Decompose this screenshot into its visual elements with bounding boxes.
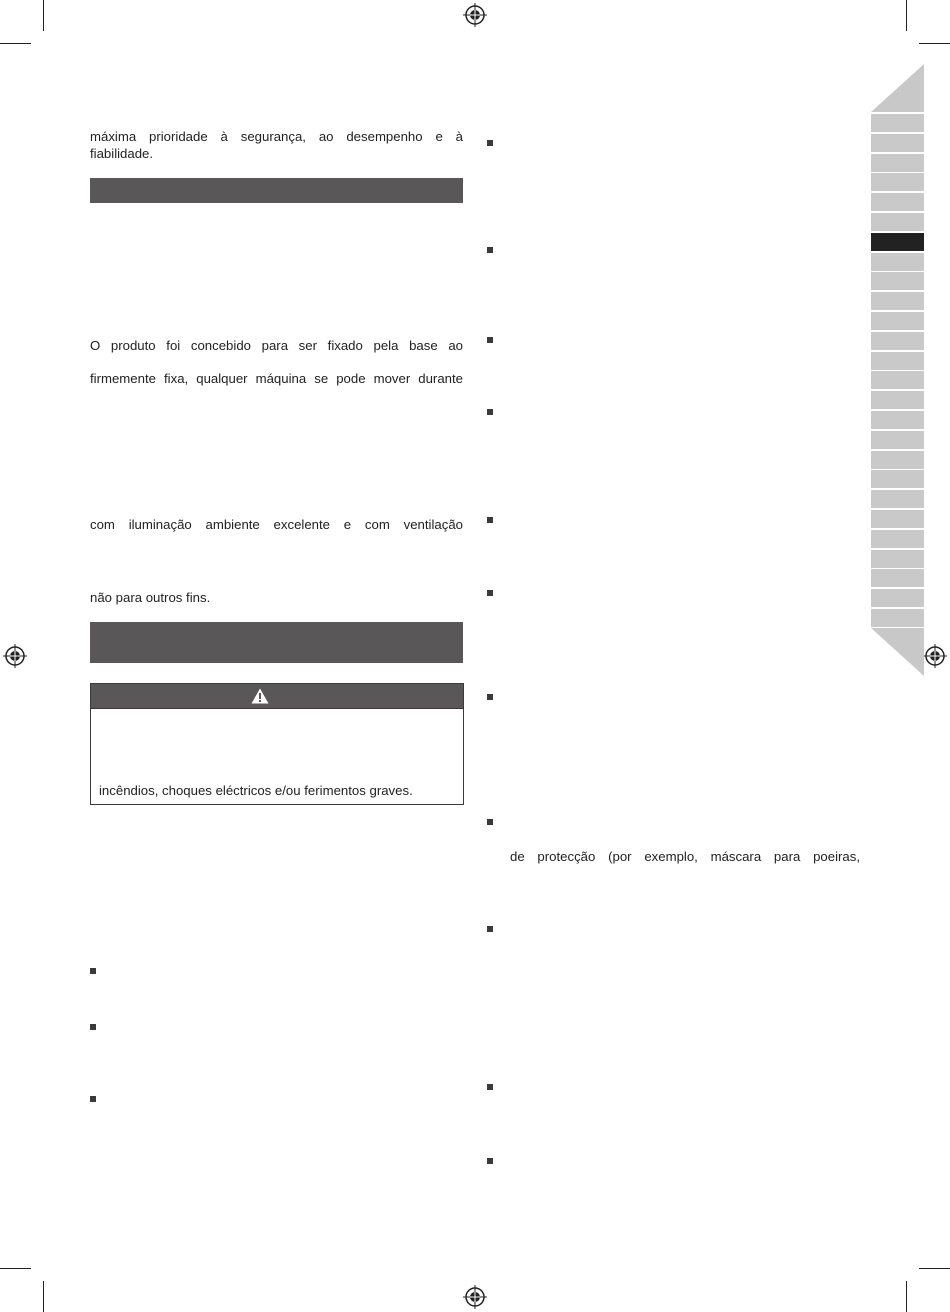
language-tab: [871, 272, 924, 290]
bullet-icon: [487, 819, 493, 825]
crop-mark: [919, 1268, 950, 1269]
bullet-icon: [487, 247, 493, 253]
crop-mark: [906, 0, 907, 31]
bullet-icon: [90, 1024, 96, 1030]
language-tab: [871, 312, 924, 330]
bullet-icon: [487, 694, 493, 700]
registration-mark-icon: [463, 3, 487, 27]
language-tab: [871, 154, 924, 172]
crop-mark: [43, 0, 44, 31]
language-tab: [871, 371, 924, 389]
language-tab: [871, 550, 924, 568]
lighting-paragraph-line: com iluminação ambiente excelente e com ventilação: [90, 517, 463, 532]
mounting-paragraph-line-1: O produto foi concebido para ser fixado pela base ao: [90, 338, 463, 353]
bullet-icon: [487, 337, 493, 343]
language-tab: [871, 431, 924, 449]
crop-mark: [906, 1281, 907, 1312]
language-tab: [871, 352, 924, 370]
bullet-icon: [487, 590, 493, 596]
language-tab: [871, 114, 924, 132]
bullet-icon: [487, 926, 493, 932]
registration-mark-icon: [463, 1285, 487, 1309]
section-header-bar: [90, 178, 463, 203]
intro-paragraph-end: fiabilidade.: [90, 146, 154, 161]
language-tab-active: [871, 233, 924, 251]
tab-strip-top-corner: [871, 64, 924, 112]
registration-mark-icon: [3, 644, 27, 668]
crop-mark: [0, 43, 31, 44]
language-tab: [871, 411, 924, 429]
purpose-paragraph-line: não para outros fins.: [90, 590, 211, 605]
language-tab: [871, 510, 924, 528]
registration-mark-icon: [923, 644, 947, 668]
bullet-icon: [487, 1084, 493, 1090]
language-tab: [871, 530, 924, 548]
crop-mark: [43, 1281, 44, 1312]
language-tab: [871, 332, 924, 350]
bullet-icon: [90, 1096, 96, 1102]
bullet-icon: [487, 1158, 493, 1164]
language-tab: [871, 213, 924, 231]
crop-mark: [0, 1268, 31, 1269]
intro-paragraph-line: máxima prioridade à segurança, ao desempenho e à: [90, 129, 463, 144]
mounting-paragraph-line-2: firmemente fixa, qualquer máquina se pode mover durante: [90, 371, 463, 386]
language-tab: [871, 292, 924, 310]
crop-mark: [919, 43, 950, 44]
language-tab: [871, 193, 924, 211]
warning-box: [90, 683, 464, 805]
language-tab: [871, 451, 924, 469]
bullet-icon: [90, 968, 96, 974]
bullet-icon: [487, 140, 493, 146]
language-tab: [871, 589, 924, 607]
bullet-icon: [487, 409, 493, 415]
language-tab: [871, 490, 924, 508]
warning-triangle-icon: [251, 688, 269, 704]
section-header-bar: [90, 622, 463, 663]
protection-paragraph-line: de protecção (por exemplo, máscara para poeiras,: [510, 849, 860, 864]
language-tab: [871, 569, 924, 587]
warning-text: incêndios, choques eléctricos e/ou ferimentos graves.: [99, 783, 413, 798]
language-tab: [871, 253, 924, 271]
language-tab: [871, 134, 924, 152]
language-tab: [871, 470, 924, 488]
language-tab: [871, 173, 924, 191]
tab-strip-bottom-corner: [871, 628, 924, 676]
language-tab: [871, 391, 924, 409]
warning-header: [91, 684, 463, 709]
bullet-icon: [487, 517, 493, 523]
language-tab: [871, 609, 924, 627]
